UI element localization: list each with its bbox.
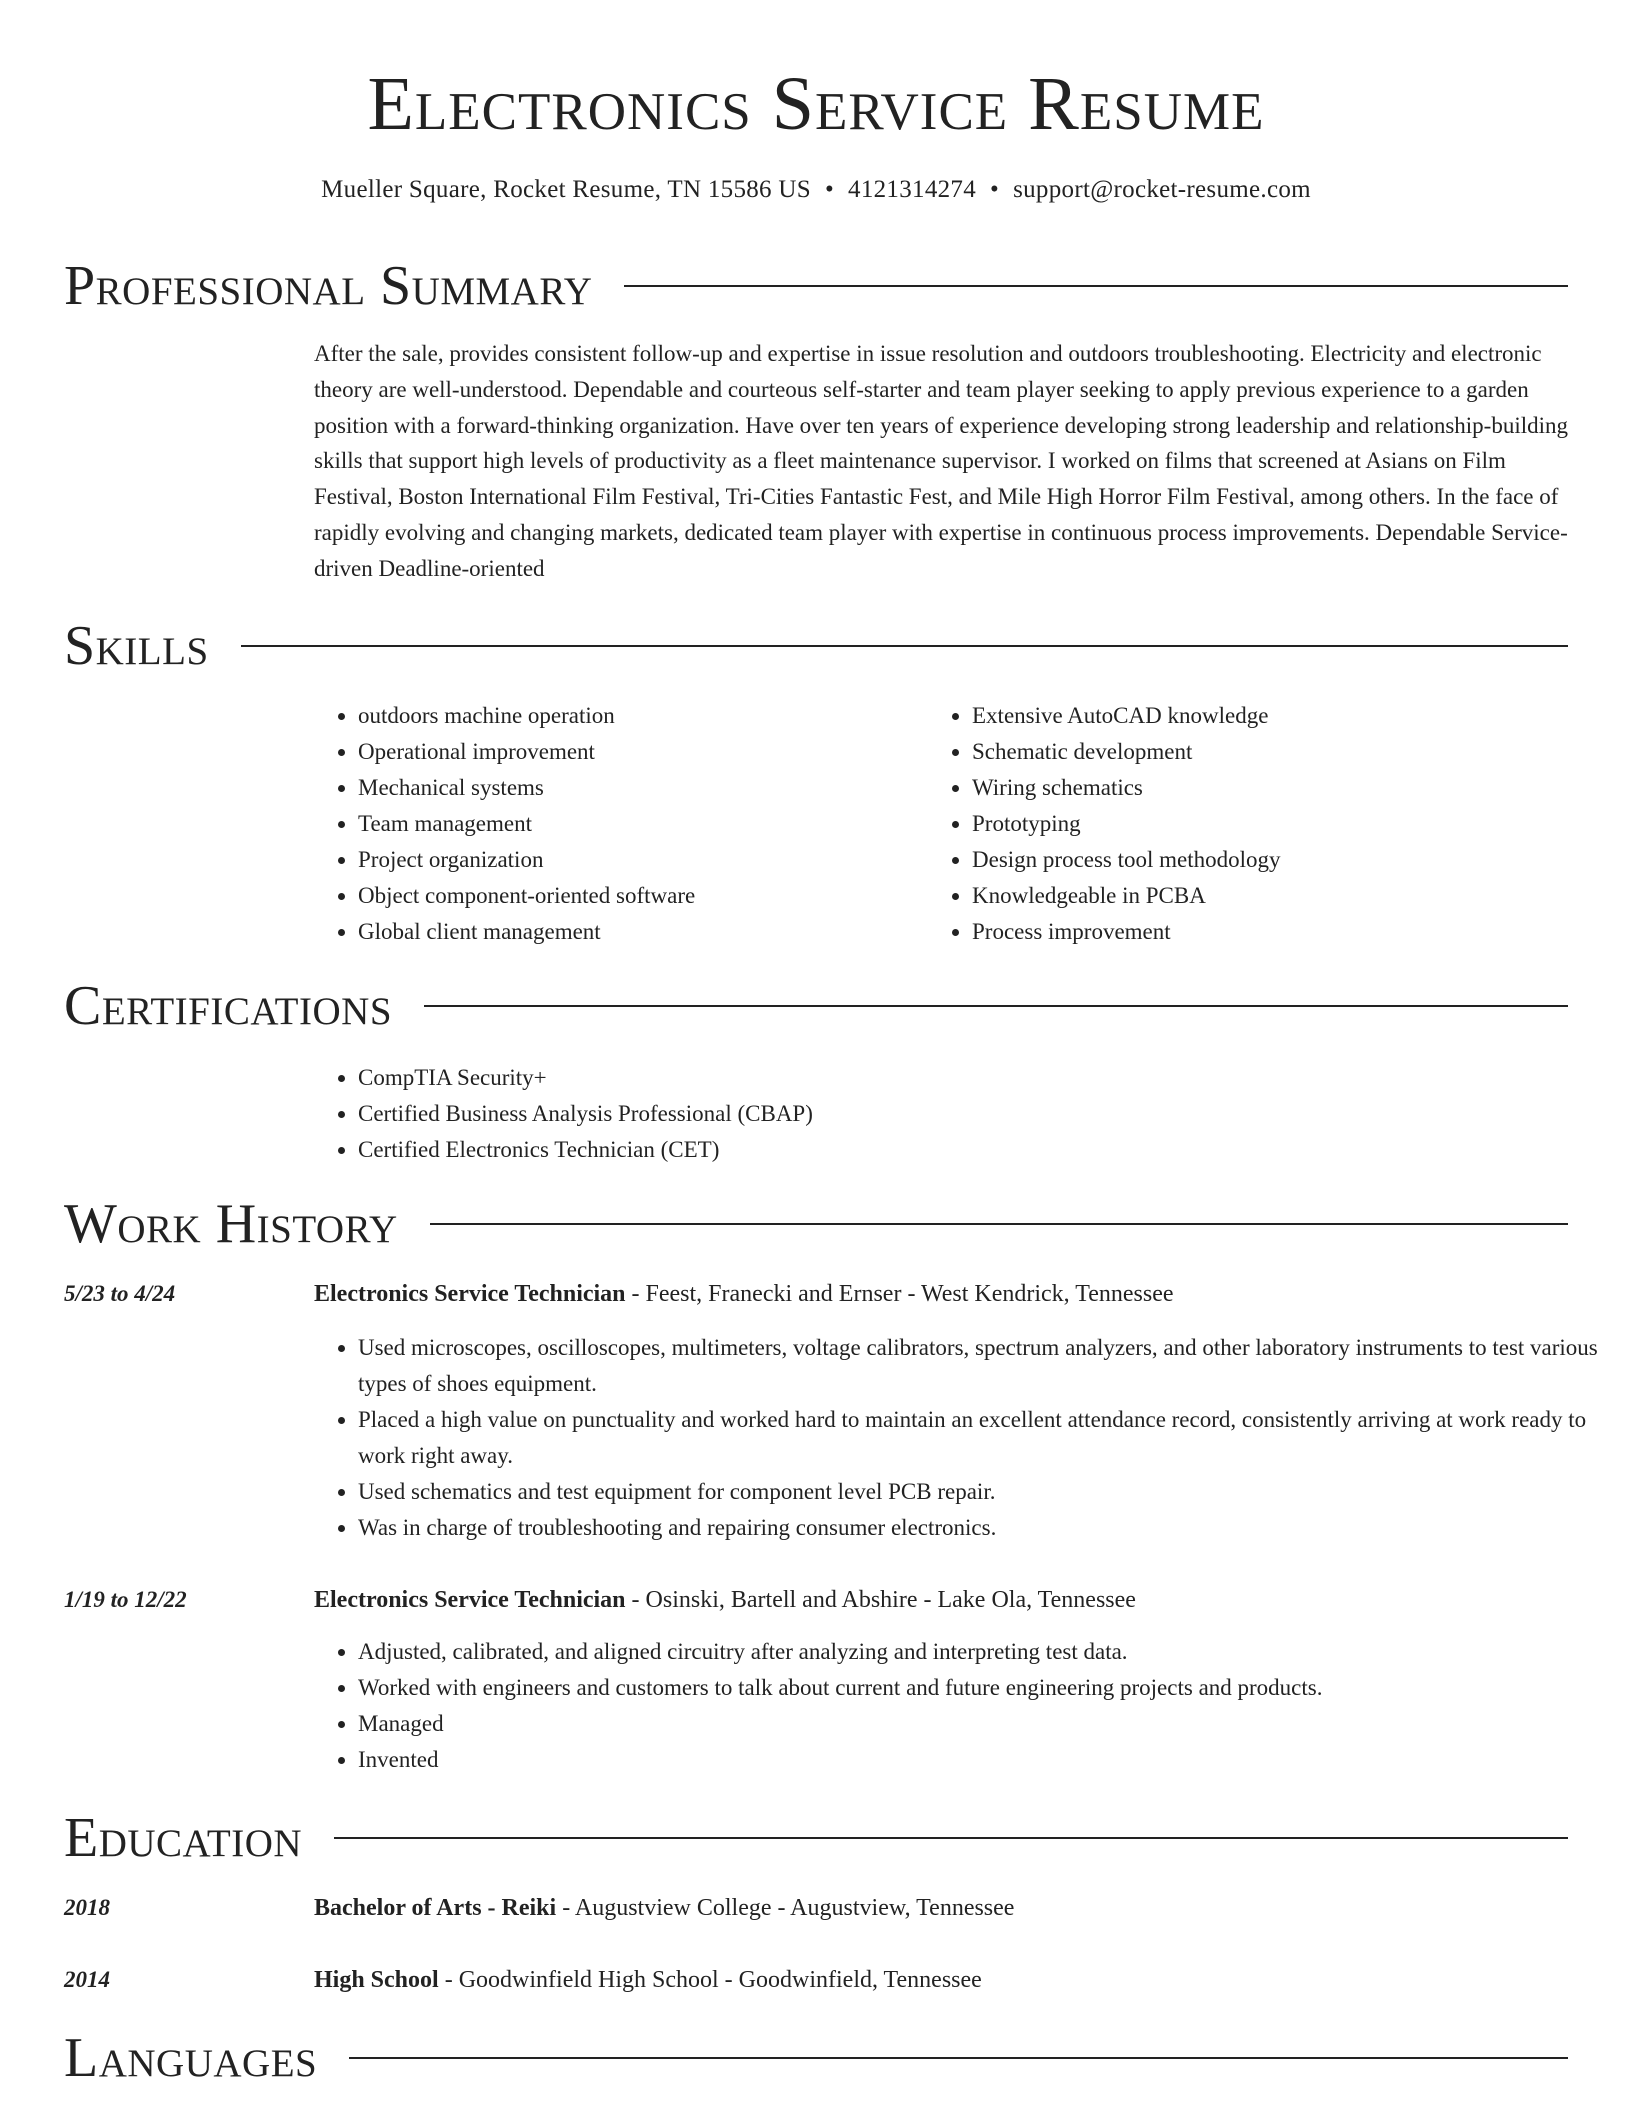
job-title-line — [314, 1276, 1174, 1312]
contact-email: support@rocket-resume.com — [1013, 176, 1311, 203]
list-item: • Used microscopes, oscilloscopes, multimeters, voltage calibrators, spectrum analyzers, and other laboratory instruments to test various types of shoes equipment. — [358, 1330, 1612, 1402]
skills-list-right — [928, 698, 1572, 950]
summary-section-header — [64, 254, 1568, 318]
education-school: - Augustview College - Augustview, Tennessee — [556, 1895, 1015, 1921]
education-year: 2018 — [64, 1895, 110, 1920]
contact-line — [0, 172, 1632, 208]
job-title: Electronics Service Technician — [314, 1587, 626, 1613]
section-divider — [334, 1837, 1568, 1839]
education-degree: High School — [314, 1967, 439, 1993]
list-item: • Certified Business Analysis Professional (CBAP) — [358, 1096, 1558, 1132]
contact-separator: • — [824, 176, 835, 203]
education-school: - Goodwinfield High School - Goodwinfield, Tennessee — [438, 1967, 982, 1993]
education-degree: Bachelor of Arts - Reiki — [314, 1895, 557, 1921]
section-divider — [424, 1005, 1568, 1007]
education-year: 2014 — [64, 1967, 110, 1992]
summary-heading: Professional Summary — [64, 255, 593, 317]
job-title-line — [314, 1582, 1136, 1618]
list-item: • Mechanical systems — [358, 770, 918, 806]
education-heading: Education — [64, 1807, 303, 1869]
list-item: • Schematic development — [972, 734, 1572, 770]
job-dates: 5/23 to 4/24 — [64, 1281, 176, 1306]
job-employer: - Feest, Franecki and Ernser - West Kendrick, Tennessee — [625, 1281, 1174, 1307]
list-item: • Process improvement — [972, 914, 1572, 950]
list-item: • Design process tool methodology — [972, 842, 1572, 878]
list-item: • outdoors machine operation — [358, 698, 918, 734]
education-entry — [314, 1962, 982, 1998]
list-item: • Used schematics and test equipment for component level PCB repair. — [358, 1474, 1612, 1510]
list-item: • Project organization — [358, 842, 918, 878]
list-item: • Operational improvement — [358, 734, 918, 770]
list-item: • Team management — [358, 806, 918, 842]
summary-text: After the sale, provides consistent follow-up and expertise in issue resolution and outdoors troubleshooting. Electricity and electronic theory are well-understood. Dependable and courteous self-starter and team player seeking to apply previous experience to a garden position with a forward-thinking organization. Have over ten years of experience developing strong leadership and relationship-building skills that support high levels of productivity as a fleet maintenance supervisor. I worked on films that screened at Asians on Film Festival, Boston International Film Festival, Tri-Cities Fantastic Fest, and Mile High Horror Film Festival, among others. In the face of rapidly evolving and changing markets, dedicated team player with expertise in continuous process improvements. Dependable Service-driven Deadline-oriented — [314, 341, 1568, 581]
section-divider — [349, 2057, 1568, 2059]
list-item: • Certified Electronics Technician (CET) — [358, 1132, 1558, 1168]
skills-heading: Skills — [64, 615, 209, 677]
education-entry — [314, 1890, 1014, 1926]
job-dates: 1/19 to 12/22 — [64, 1587, 187, 1612]
languages-heading: Languages — [64, 2027, 318, 2089]
skills-section-header — [64, 614, 1568, 678]
list-item: • CompTIA Security+ — [358, 1060, 1558, 1096]
languages-section-header — [64, 2026, 1568, 2090]
certifications-section-header — [64, 974, 1568, 1038]
list-item: • Worked with engineers and customers to talk about current and future engineering projects and products. — [358, 1670, 1612, 1706]
contact-phone: 4121314274 — [848, 176, 977, 203]
job-title: Electronics Service Technician — [314, 1281, 626, 1307]
contact-separator: • — [990, 176, 1000, 203]
job-employer: - Osinski, Bartell and Abshire - Lake Ola, Tennessee — [625, 1587, 1136, 1613]
work-section-header — [64, 1192, 1568, 1256]
contact-address: Mueller Square, Rocket Resume, TN 15586 US — [321, 176, 811, 203]
list-item: • Managed — [358, 1706, 1612, 1742]
certifications-heading: Certifications — [64, 975, 393, 1037]
list-item: • Adjusted, calibrated, and aligned circuitry after analyzing and interpreting test data. — [358, 1634, 1612, 1670]
list-item: • Object component-oriented software — [358, 878, 918, 914]
list-item: • Global client management — [358, 914, 918, 950]
certifications-list — [314, 1060, 1558, 1168]
list-item: • Prototyping — [972, 806, 1572, 842]
job-bullets — [314, 1634, 1612, 1778]
section-divider — [430, 1223, 1568, 1225]
list-item: • Extensive AutoCAD knowledge — [972, 698, 1572, 734]
list-item: • Knowledgeable in PCBA — [972, 878, 1572, 914]
skills-list-left — [314, 698, 918, 950]
resume-title: Electronics Service Resume — [367, 62, 1265, 146]
section-divider — [241, 645, 1568, 647]
education-section-header — [64, 1806, 1568, 1870]
work-heading: Work History — [64, 1193, 398, 1255]
list-item: • Placed a high value on punctuality and worked hard to maintain an excellent attendance record, consistently arriving at work ready to work right away. — [358, 1402, 1612, 1474]
list-item: • Wiring schematics — [972, 770, 1572, 806]
section-divider — [624, 285, 1568, 287]
job-bullets — [314, 1330, 1612, 1546]
list-item: • Invented — [358, 1742, 1612, 1778]
list-item: • Was in charge of troubleshooting and repairing consumer electronics. — [358, 1510, 1612, 1546]
